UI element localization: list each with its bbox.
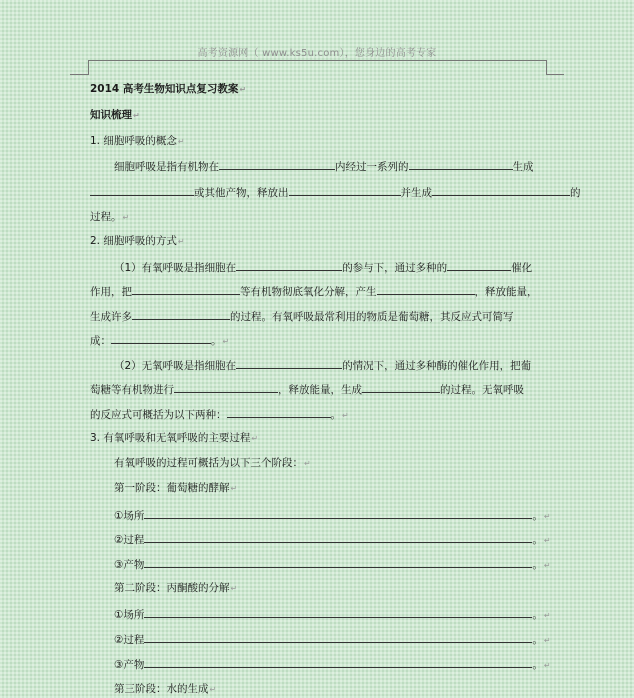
- p2-text: 等有机物彻底氧化分解，产生: [240, 286, 377, 298]
- p4-text: 有氧呼吸的过程可概括为以下三个阶段：: [114, 457, 303, 469]
- p1-text: 细胞呼吸是指有机物在: [114, 161, 219, 173]
- header-rule-right-tick: [546, 60, 547, 75]
- p1-text: 内经过一系列的: [335, 161, 409, 173]
- doc-title: 2014 高考生物知识点复习教案: [90, 83, 239, 95]
- p2-line-a: [114, 259, 532, 275]
- paragraph-mark: ↵: [177, 237, 185, 246]
- paragraph-mark: ↵: [342, 411, 349, 420]
- heading-1-line: [90, 134, 185, 149]
- p2-text: ，释放能量，: [474, 286, 538, 298]
- heading-1: 1. 细胞呼吸的概念: [90, 135, 177, 147]
- stage2-product-line: [114, 656, 551, 673]
- period: 。: [532, 609, 543, 621]
- p1-line-a: [114, 158, 534, 174]
- site-label: ①场所: [114, 609, 145, 621]
- p3-text: （2）无氧呼吸是指细胞在: [114, 360, 237, 372]
- fill-blank[interactable]: [132, 308, 230, 320]
- section-heading: 知识梳理: [90, 109, 132, 121]
- p2-text: 催化: [511, 262, 533, 274]
- paragraph-mark: ↵: [239, 85, 247, 94]
- fill-line[interactable]: [144, 606, 532, 618]
- fill-blank[interactable]: [174, 381, 278, 393]
- fill-blank[interactable]: [362, 381, 440, 393]
- p3-text: 的反应式可概括为以下两种：: [90, 409, 227, 421]
- p2-text: 。: [211, 335, 222, 347]
- stage1-heading-line: [114, 481, 237, 496]
- p1-text: 生成: [512, 161, 534, 173]
- heading-3-line: [90, 431, 258, 446]
- p2-text: 作用，把: [90, 286, 132, 298]
- section-heading-line: [90, 108, 140, 123]
- fill-blank[interactable]: [377, 283, 475, 295]
- stage1-site-line: [114, 507, 551, 524]
- p3-text: 。: [330, 409, 341, 421]
- period: 。: [532, 559, 543, 571]
- paragraph-mark: ↵: [230, 584, 238, 593]
- page-header: 高考资源网（ www.ks5u.com），您身边的高考专家: [197, 48, 437, 59]
- fill-blank[interactable]: [409, 158, 513, 170]
- fill-line[interactable]: [144, 656, 532, 668]
- p2-text: （1）有氧呼吸是指细胞在: [114, 262, 237, 274]
- fill-blank[interactable]: [432, 184, 570, 196]
- p3-line-b: [90, 381, 524, 397]
- fill-blank[interactable]: [236, 259, 342, 271]
- p2-line-c: [90, 308, 514, 324]
- fill-blank[interactable]: [447, 259, 511, 271]
- fill-blank[interactable]: [236, 357, 342, 369]
- p2-line-b: [90, 283, 538, 299]
- product-label: ③产物: [114, 559, 145, 571]
- process-label: ②过程: [114, 634, 145, 646]
- period: 。: [532, 659, 543, 671]
- p4-line: [114, 456, 311, 471]
- product-label: ③产物: [114, 659, 145, 671]
- p3-line-a: [114, 357, 531, 373]
- fill-blank[interactable]: [289, 184, 401, 196]
- p1-line-c: [90, 210, 129, 225]
- paragraph-mark: ↵: [543, 536, 551, 545]
- p1-text: 过程。: [90, 211, 122, 223]
- site-label: ①场所: [114, 510, 145, 522]
- p1-line-b: [90, 184, 581, 200]
- p2-line-d: [90, 332, 229, 349]
- paragraph-mark: ↵: [209, 685, 217, 694]
- stage3-heading-line: [114, 682, 216, 697]
- stage2-process-line: [114, 631, 551, 648]
- header-rule-right-stub: [546, 74, 564, 75]
- paragraph-mark: ↵: [230, 484, 238, 493]
- paragraph-mark: ↵: [543, 661, 551, 670]
- heading-3: 3. 有氧呼吸和无氧呼吸的主要过程: [90, 432, 251, 444]
- paragraph-mark: ↵: [251, 434, 259, 443]
- fill-blank[interactable]: [90, 184, 194, 196]
- p2-text: 生成许多: [90, 311, 132, 323]
- p3-text: 的情况下，通过多种酶的催化作用，把葡: [342, 360, 532, 372]
- stage1-process-line: [114, 531, 551, 548]
- fill-blank[interactable]: [227, 406, 331, 418]
- header-rule: [88, 60, 547, 61]
- stage2-site-line: [114, 606, 551, 623]
- fill-line[interactable]: [144, 531, 532, 543]
- period: 。: [532, 510, 543, 522]
- p3-line-c: [90, 406, 349, 423]
- header-rule-left-tick: [88, 60, 89, 75]
- p2-text: 的过程。有氧呼吸最常利用的物质是葡萄糖，其反应式可简写: [230, 311, 514, 323]
- process-label: ②过程: [114, 534, 145, 546]
- period: 。: [532, 534, 543, 546]
- paragraph-mark: ↵: [304, 459, 311, 468]
- header-rule-left-stub: [70, 74, 88, 75]
- p2-text: 的参与下，通过多种的: [342, 262, 448, 274]
- paragraph-mark: ↵: [543, 611, 551, 620]
- paragraph-mark: ↵: [222, 337, 230, 346]
- stage3-heading: 第三阶段：水的生成: [114, 683, 209, 695]
- heading-2-line: [90, 234, 185, 249]
- paragraph-mark: ↵: [177, 137, 185, 146]
- p1-text: 或其他产物，释放出: [194, 187, 289, 199]
- doc-title-line: [90, 82, 246, 97]
- fill-blank[interactable]: [219, 158, 335, 170]
- fill-line[interactable]: [144, 556, 532, 568]
- paragraph-mark: ↵: [543, 561, 551, 570]
- stage2-heading-line: [114, 581, 237, 596]
- p2-text: 成：: [90, 335, 111, 347]
- paragraph-mark: ↵: [543, 512, 551, 521]
- paragraph-mark: ↵: [543, 636, 551, 645]
- stage2-heading: 第二阶段：丙酮酸的分解: [114, 582, 230, 594]
- fill-line[interactable]: [144, 631, 532, 643]
- p3-text: 萄糖等有机物进行: [90, 384, 174, 396]
- p3-text: 的过程。无氧呼吸: [440, 384, 524, 396]
- p1-text: 并生成: [400, 187, 432, 199]
- fill-blank[interactable]: [111, 332, 211, 344]
- paragraph-mark: ↵: [133, 111, 140, 120]
- heading-2: 2. 细胞呼吸的方式: [90, 235, 177, 247]
- period: 。: [532, 634, 543, 646]
- p3-text: ，释放能量，生成: [278, 384, 362, 396]
- stage1-product-line: [114, 556, 551, 573]
- fill-blank[interactable]: [132, 283, 240, 295]
- paragraph-mark: ↵: [122, 213, 130, 222]
- p1-text: 的: [570, 187, 581, 199]
- stage1-heading: 第一阶段：葡萄糖的酵解: [114, 482, 230, 494]
- fill-line[interactable]: [144, 507, 532, 519]
